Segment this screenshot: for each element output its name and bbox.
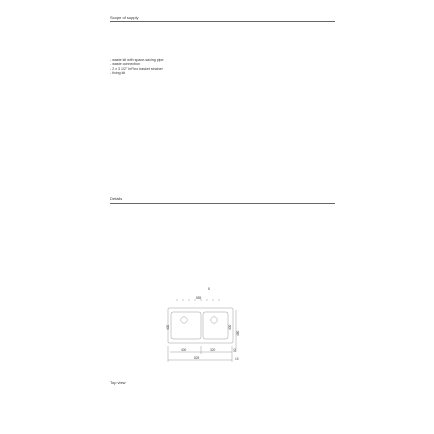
right-strainer-icon [211, 317, 217, 323]
sink-outline [168, 308, 233, 343]
left-bowl-width-label: 400 [181, 348, 187, 352]
right-bowl-height-label: 400 [228, 324, 232, 330]
left-bowl [171, 312, 201, 339]
total-height-label: 480 [236, 330, 240, 336]
details-title: Details [110, 196, 123, 201]
side-dimension-label-2: 15 [235, 357, 239, 361]
inner-width-label: 825 [194, 356, 200, 360]
supply-item-fixing-kit: - fixing kit [110, 71, 164, 75]
supply-item-waste-kit: - waste kit with space-saving pipe [110, 58, 164, 62]
overall-width-label: 855 [196, 296, 202, 300]
scope-of-supply-title: Scope of supply [110, 15, 139, 20]
left-strainer-icon [181, 317, 187, 323]
small-dimension-label: 8 [208, 287, 210, 291]
side-dimension-label-1: 50 [233, 348, 237, 352]
supply-item-waste-connection: - waste connection [110, 62, 164, 66]
left-bowl-height-label: 400 [166, 324, 170, 330]
supply-item-basket-strainer: - 2 x 3 1/2" InFino basket strainer [110, 67, 164, 71]
right-bowl [203, 312, 228, 339]
right-bowl-width-label: 320 [210, 348, 216, 352]
top-view-caption: Top view [110, 380, 126, 385]
